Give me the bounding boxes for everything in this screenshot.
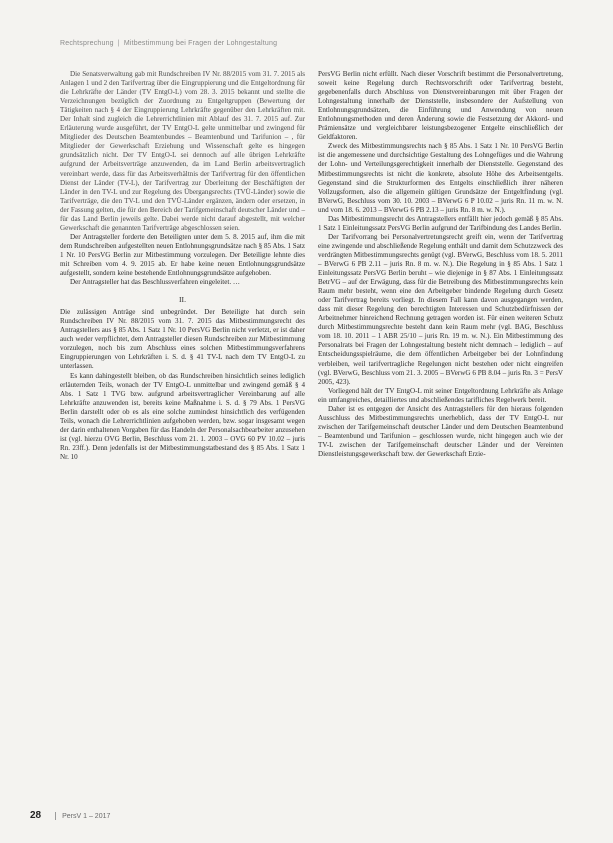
footer-divider <box>55 812 56 820</box>
right-paragraph-4: Der Tarifvorrang bei Personalvertretungsrecht greift ein, wenn der Tarifvertrag eine zwingende und abschließende Regelung enthält und damit dem Schutzzweck des verdrängten Mitbestimmungsrechts genügt (vgl. BVerwG, Beschluss vom 18. 5. 2011 – BVerwG 6 PB 2.11 – juris Rn. 8 m. w. N.). Die Regelung in § 85 Abs. 1 Satz 1 Einleitungssatz PersVG Berlin beruht – wie diejenige in § 87 Abs. 1 Einleitungssatz BetrVG – auf der Erwägung, dass für die Betreibung des Mitbestimmungsrechts kein Raum mehr besteht, wenn eine den Arbeitgeber bindende Regelung durch Gesetz oder Tarifvertrag bereits vorliegt. In diesem Fall kann davon ausgegangen werden, dass mit dieser Regelung den berechtigten Interessen und Schutzbedürfnissen der Arbeitnehmer hinreichend Rechnung getragen worden ist. Für einen weiteren Schutz durch Mitbestimmungsrechte besteht dann kein Raum mehr (vgl. BAG, Beschluss vom 18. 10. 2011 – 1 ABR 25/10 – juris Rn. 19 m. w. N.). Ein Mitbestimmung des Personalrats bei Fragen der Lohngestaltung besteht nicht demnach – lediglich – auf Entscheidungsspielräume, die dem öffentlichen Arbeitgeber bei der Lohnfindung verbleiben, weil tarifvertragliche Regelungen nicht bestehen oder nicht eingreifen (vgl. BVerwG, Beschluss vom 21. 3. 2005 – BVerwG 6 PB 8.04 – juris Rn. 3 = PersV 2005, 423). <box>318 232 563 386</box>
right-paragraph-6: Daher ist es entgegen der Ansicht des Antragstellers für den hieraus folgenden Ausschluss des Mitbestimmungsrechts unerheblich, dass der TV EntgO-L nur zwischen der Tarifgemeinschaft deutscher Länder und dem Deutschen Beamtenbund – Beamtenbund und Tarifunion – geschlossen wurde, nicht hingegen auch wie der TV-L zwischen der Tarifgemeinschaft deutscher Länder und der Vereinten Dienstleistungsgewerkschaft bzw. der Gewerkschaft Erzie- <box>318 404 563 458</box>
right-column <box>318 70 563 459</box>
page-footer <box>30 810 110 821</box>
left-paragraph-4: Die zulässigen Anträge sind unbegründet. Der Beteiligte hat durch sein Rundschreiben IV Nr. 88/2015 vom 31. 7. 2015 das Mitbestimmungsrecht des Antragstellers aus § 85 Abs. 1 Satz 1 Nr. 10 PersVG Berlin nicht verletzt, er ist daher auch weder verpflichtet, dem Antragsteller diesen Rundschreiben zur Mitbestimmung vorzulegen, noch bis zum Abschluss eines solchen Mitbestimmungsverfahrens Eingruppierungen von Lehrkräften i. S. d. § 41 TV-L nach dem TV EntgO-L zu unterlassen. <box>60 308 305 371</box>
right-paragraph-2: Zweck des Mitbestimmungsrechts nach § 85 Abs. 1 Satz 1 Nr. 10 PersVG Berlin ist die angemessene und durchsichtige Gestaltung des Lohngefüges und die Wahrung der Lohn- und Verteilungsgerechtigkeit innerhalb der Dienststelle. Gegenstand des Mitbestimmungsrechts ist nicht die konkrete, absolute Höhe des Arbeitsentgelts. Gegenstand sind die Strukturformen des Entgelts einschließlich ihrer näheren Vollzugsformen, also die allgemein gültigen Grundsätze der Entgeltfindung (vgl. BVerwG, Beschluss vom 30. 10. 2003 – BVerwG 6 P 10.02 – juris Rn. 11 m. w. N. und vom 18. 6. 2013 – BVerwG 6 PB 2.13 – juris Rn. 8 m. w. N.). <box>318 142 563 214</box>
section-numeral: II. <box>179 295 186 305</box>
left-paragraph-2: Der Antragsteller forderte den Beteiligten unter dem 5. 8. 2015 auf, ihm die mit dem Rundschreiben aufgestellten neuen Entlohnungsgrundsätze nach § 85 Abs. 1 Satz 1 Nr. 10 PersVG Berlin zur Mitbestimmung vorzulegen. Der Beteiligte lehnte dies mit Schreiben vom 4. 9. 2015 ab. Er habe keine neuen Entlohnungsgrundsätze aufgestellt, sondern keine bestehende Entlohnungsgrundsätze aufgehoben. <box>60 232 305 278</box>
running-head-separator: | <box>117 40 120 47</box>
page-number: 28 <box>30 810 42 821</box>
right-paragraph-3: Das Mitbestimmungsrecht des Antragstellers entfällt hier jedoch gemäß § 85 Abs. 1 Satz 1 Einleitungssatz PersVG Berlin aufgrund der Tarifbindung des Landes Berlin. <box>318 214 563 232</box>
running-head-section: Rechtsprechung <box>60 40 114 47</box>
right-paragraph-5: Vorliegend hält der TV EntgO-L mit seiner Entgeltordnung Lehrkräfte als Anlage ein umfangreiches, detailliertes und abschließendes tarifliches Regelwerk bereit. <box>318 386 563 404</box>
left-paragraph-3: Der Antragsteller hat das Beschlussverfahren eingeleitet. … <box>70 278 240 287</box>
right-paragraph-1: PersVG Berlin nicht erfüllt. Nach dieser Vorschrift bestimmt die Personalvertretung, soweit keine Regelung durch Rechtsvorschrift oder Tarifvertrag besteht, gegebenenfalls durch Abschluss von Dienstvereinbarungen mit über Fragen der Lohngestaltung innerhalb der Dienststelle, insbesondere der Aufstellung von Entlohnungsgrundsätzen, die Einführung und Anwendung von neuen Entlohnungsmethoden und deren Änderung sowie die Festsetzung der Akkord- und Prämiensätze und vergleichbarer leistungsbezogener Entgelte einschließlich der Geldfaktoren. <box>318 70 563 142</box>
running-head <box>60 40 553 47</box>
running-head-title: Mitbestimmung bei Fragen der Lohngestaltung <box>123 40 278 47</box>
left-paragraph-1: Die Senatsverwaltung gab mit Rundschreiben IV Nr. 88/2015 vom 31. 7. 2015 als Anlagen 1 und 2 den Tarifvertrag über die Eingruppierung und die Entgeltordnung für die Lehrkräfte der Länder (TV EntgO-L) vom 28. 3. 2015 bekannt und stellte die Verzeichnungen bezüglich der Zuordnung zu Entgeltgruppen (Bewertung der Tätigkeiten nach § 4 der Eingruppierung Lehrkräfte gegenüber den Lehrkräften mit. Der Inhalt sind zugleich die Lehrerrichtlinien mit Ablauf des 31. 7. 2015 auf. Zur Erläuterung wurde ausgeführt, der TV EntgO-L gelte unmittelbar und zwingend für Mitglieder des Deutschen Beamtenbundes – Beamtenbund und Tarifunion – , für Mitglieder der Gewerkschaft Erziehung und Wissenschaft gelte es hingegen grundsätzlich nicht. Der TV EntgO-L sei dennoch auf alle übrigen Lehrkräfte aufgrund der Arbeitsverträge anzuwenden, da im Land Berlin arbeitsvertraglich vereinbart werde, dass für das Arbeitsverhältnis der Tarifvertrag für den öffentlichen Dienst der Länder (TV-L), der Tarifvertrag zur Überleitung der Beschäftigten der Länder in den TV-L und zur Regelung des Übergangsrechts (TVÜ-Länder) sowie die Tarifverträge, die den TV-L und den TVÜ-Länder ergänzen, ändern oder ersetzen, in der Fassung gelten, die für den Bereich der Tarifgemeinschaft deutscher Länder und – für das Land Berlin jeweils gelte. Dabei werde nicht darauf abgestellt, mit welcher Gewerkschaft die genannten Tarifverträge abgeschlossen seien. <box>60 70 305 232</box>
left-paragraph-5: Es kann dahingestellt bleiben, ob das Rundschreiben hinsichtlich seines lediglich erläuternden Teils, wonach der TV EntgO-L unmittelbar und zwingend gemäß § 4 Abs. 1 Satz 1 TVG bzw. aufgrund arbeitsvertraglicher Vereinbarung auf alle Lehrkräfte anzuwenden ist, bereits keine Maßnahme i. S. d. § 79 Abs. 1 PersVG Berlin darstellt oder ob es als eine solche zumindest hinsichtlich des verfügenden Teils, wonach die Lehrerrichtlinien aufgehoben werden, bzw. sogar insgesamt wegen der darin enthaltenen Vorgaben für das Handeln der Personalsachbearbeiter anzusehen ist (vgl. hierzu OVG Berlin, Beschluss vom 21. 1. 2003 – OVG 60 PV 10.02 – juris Rn. 23ff.). Denn jedenfalls ist der Mitbestimmungstatbestand des § 85 Abs. 1 Satz 1 Nr. 10 <box>60 371 305 461</box>
left-column <box>60 70 305 462</box>
journal-citation: PersV 1 – 2017 <box>62 813 111 820</box>
